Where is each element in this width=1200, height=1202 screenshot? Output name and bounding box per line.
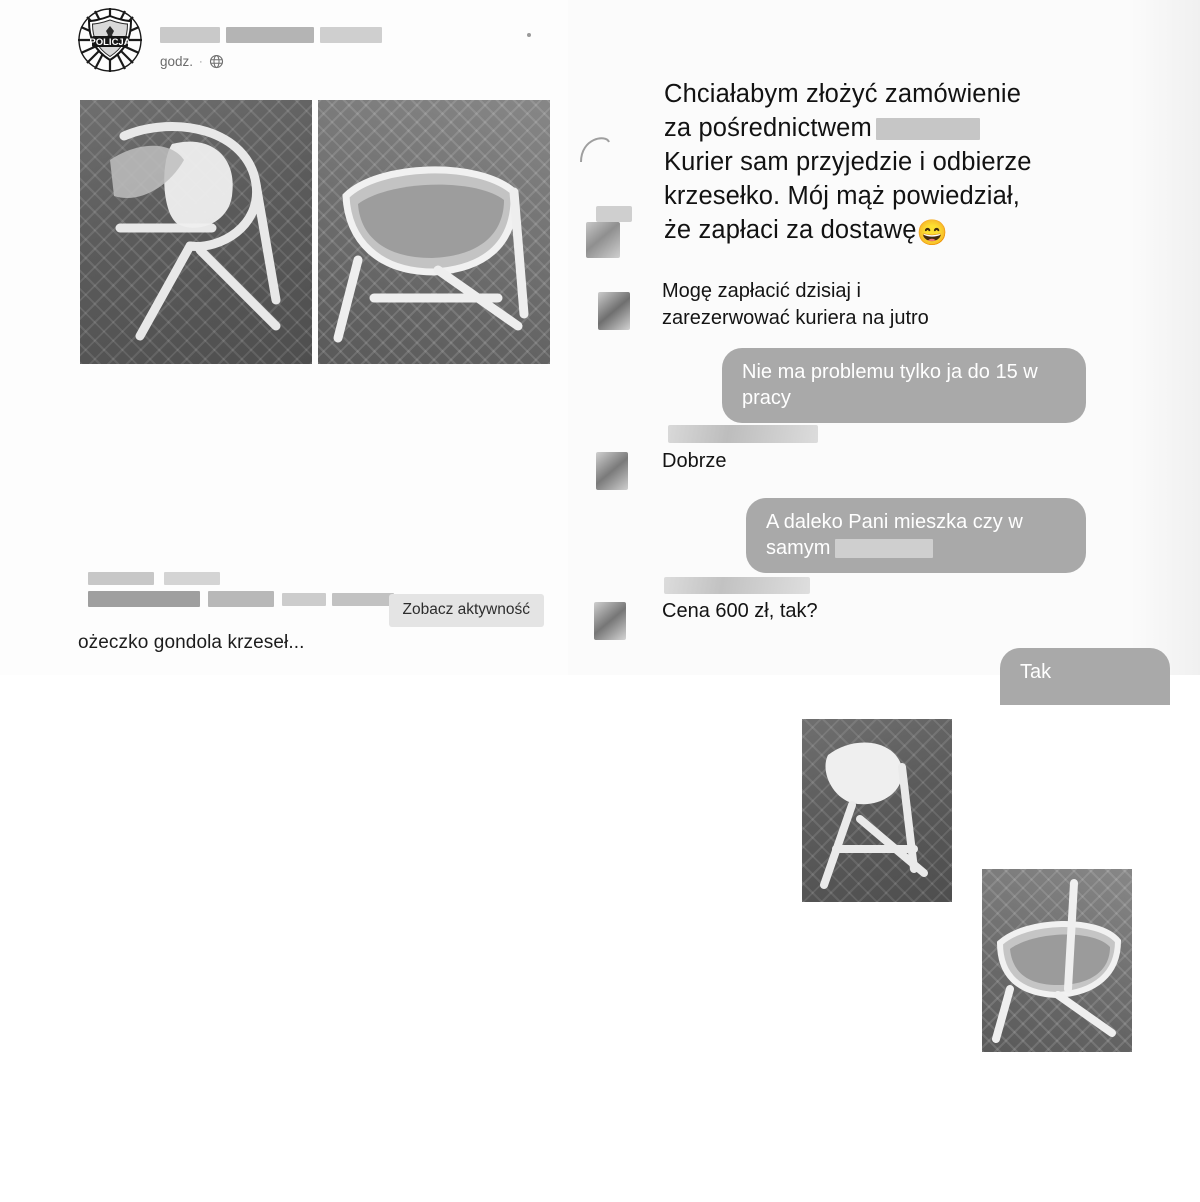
redaction-block [876,118,980,140]
post-photo-2[interactable] [318,100,550,364]
blurred-sender-name [664,577,810,594]
message-incoming: Dobrze [662,450,727,472]
post-photo-collage[interactable] [80,100,550,560]
post-author-redacted [160,26,550,44]
message-outgoing: Tak [1000,648,1170,705]
avatar [586,222,620,258]
facebook-post-panel [0,0,568,675]
view-activity-button[interactable]: Zobacz aktywność [389,594,545,627]
blurred-name-fragment [596,206,632,222]
redaction-block [226,27,314,43]
post-footer-redactions [80,572,550,616]
smiley-emoji: 😄 [916,218,948,247]
redaction-block [88,591,200,607]
post-time-label: godz. [160,54,194,69]
message-line-with-emoji [664,214,1094,250]
message-line: Chciałabym złożyć zamówienie [664,80,1022,108]
redaction-block [88,572,154,585]
policja-logo [62,2,158,78]
message-line-text: że zapłaci za dostawę [664,215,917,244]
post-photo-4[interactable] [982,869,1132,1052]
globe-icon [209,54,224,69]
message-incoming-large [664,78,1094,250]
post-menu-dot[interactable] [527,33,531,37]
message-incoming: Mogę zapłacić dzisiaj i zarezerwować kuriera na jutro [662,280,929,329]
message-line-with-redaction [664,112,1094,146]
redaction-block [208,591,274,607]
message-text: A daleko Pani mieszka czy w samym [766,511,1023,559]
post-header [160,26,550,69]
scan-artifact-curve [578,128,612,164]
blurred-sender-name [668,425,818,443]
post-photo-1[interactable] [80,100,312,364]
message-outgoing: Nie ma problemu tylko ja do 15 w pracy [722,348,1086,423]
post-caption: ożeczko gondola krzeseł... [78,632,305,653]
meta-separator: · [199,55,203,68]
redaction-block [160,27,220,43]
message-line: krzesełko. Mój mąż powiedział, [664,181,1020,210]
logo-text: POLICJA [89,37,131,48]
message-line: Kurier sam przyjedzie i odbierze [664,147,1032,176]
post-footer [80,572,550,616]
redaction-block [164,572,220,585]
message-outgoing [746,498,1086,573]
avatar [594,602,626,640]
redaction-block [282,593,326,606]
avatar [596,452,628,490]
redaction-block [835,539,933,558]
scan-vignette [1130,0,1200,675]
message-line-text: za pośrednictwem [664,113,872,142]
message-incoming: Cena 600 zł, tak? [662,600,818,622]
post-meta [160,54,550,69]
post-photo-3[interactable] [802,719,952,902]
redaction-block [320,27,382,43]
avatar [598,292,630,330]
redaction-block [332,593,394,606]
